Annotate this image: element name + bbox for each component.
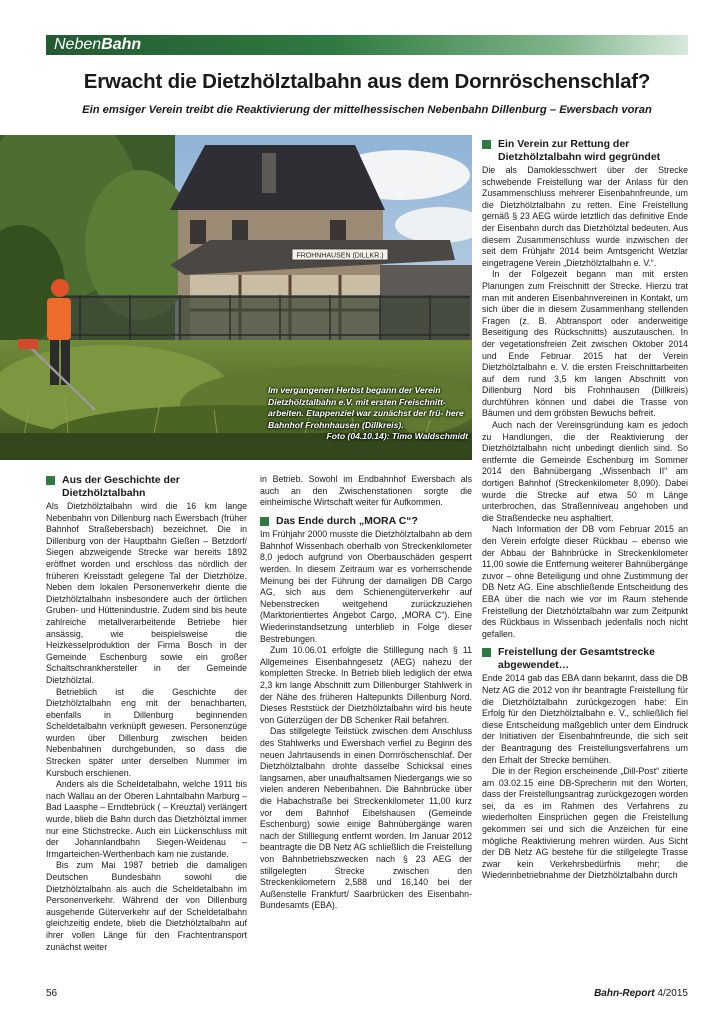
page-number: 56 <box>46 988 58 999</box>
paragraph: Bis zum Mai 1987 betrieb die damaligen Deutschen Bundesbahn sowohl die Dietzhölztalbahn als auch die Scheldetalbahn im Personenverkehr. Während der von Dillenburg ausgehende Güterverkehr auf der Scheldetalbahn gleichzeitig endete, blieb die Dietzhölztalbahn auf ihrer vollen Länge für den Frachtentransport zunächst weiter <box>46 860 247 952</box>
article-column-1 <box>46 474 247 953</box>
paragraph: In der Folgezeit begann man mit ersten Planungen zum Freischnitt der Strecke. Hierzu trat man mit anderen Eisenbahnvereinen in Kontakt, um sich über die in diesem Zusammenhang stellenden Fragen (z. B. Abtransport oder anderweitige Beseitigung des Rückschnitts) auszutauschen. In der vegetationsfreien Zeit zwischen Oktober 2014 und Ende Februar 2015 hat der Verein Dietzhölztalbahn e. V. die ersten Freischnittarbeiten auf dem rund 3,5 km langen Abschnitt von Dillenburg Nord bis Frohnhausen (Dillkreis) durchführen können und dabei die Trasse von Bäumen und dem gröbsten Bewuchs befreit. <box>482 269 688 419</box>
paragraph: Anders als die Scheldetalbahn, welche 1911 bis nach Wallau an der Oberen Lahntalbahn Marburg – Bad Laasphe – Erndtebrück ( – Kreuztal) verlängert wurde, blieb die Bahn durch das Dietzhölztal immer nur eine Stichstrecke. Auch ein Lückenschluss mit der Johannlandbahn Siegen-Weidenau – Irmgarteichen-Werthenbach kam nie zustande. <box>46 779 247 859</box>
section-heading: Das Ende durch „MORA C“? <box>260 515 472 528</box>
paragraph: Nach Information der DB vom Februar 2015 an den Verein erfolgte dieser Rückbau – ebenso wie der Abbau der Bahnbrücke in Streckenkilometer 11,00 sowie die Entfernung weiterer Bahnübergänge zuvor – ohne Beteiligung und ohne Zustimmung der DB Netz AG. Eine abschließende Entscheidung des EBA über die nach wie vor im Raum stehende Freistellung der Dietzhölztalbahn war zum Zeitpunkt des Rückbaus in Wissenbach jedenfalls noch nicht gefallen. <box>482 524 688 639</box>
paragraph: in Betrieb. Sowohl im Endbahnhof Ewersbach als auch an den Zwischenstationen sorgte die einheimische Wirtschaft weiter für Aufkommen. <box>260 474 472 508</box>
article-subheadline: Ein emsiger Verein treibt die Reaktivierung der mittelhessischen Nebenbahn Dillenburg – Ewersbach voran <box>82 104 652 116</box>
article-column-3 <box>482 138 688 882</box>
magazine-issue <box>594 988 688 999</box>
caption-text: Im vergangenen Herbst begann der Verein Dietzhölztalbahn e.V. mit ersten Freischnitt- arbeiten. Etappenziel war zunächst der frü- here Bahnhof Frohnhausen (Dillkreis). <box>268 385 464 430</box>
station-sign: FROHNHAUSEN (DILLKR.) <box>296 252 384 260</box>
paragraph: Im Frühjahr 2000 musste die Dietzhölztalbahn ab dem Bahnhof Wissenbach oberhalb von Streckenkilometer 8,0 jedoch aufgrund von Oberbauschäden gesperrt werden. In diesem Zeitraum war es vorherrschende Meinung bei der Führung der damaligen DB Cargo AG, sich aus dem Schienengüterverkehr auf Nebenstrecken weitgehend zurückzuziehen (Marktorientiertes Angebot Cargo, „MORA C“). Eine Wiederinstandsetzung unterblieb in Folge dieser Bestrebungen. <box>260 529 472 644</box>
paragraph: Das stillgelegte Teilstück zwischen dem Anschluss des Stahlwerks und Ewersbach verfiel zu Beginn des neuen Jahrtausends in einen Dornröschenschlaf. Der Dietzhölztalbahn drohte dasselbe Schicksal eines langsamen, aber unaufhaltsamen Niedergangs wie so vielen anderen Nebenbahnen. Die Bahnbrücke über die Habachstraße bei Streckenkilometer 11,00 kurz vor dem Bahnhof Eibelshausen (Gemeinde Eschenburg) sowie einige Bahnübergänge waren nach der Stilllegung entfernt worden. Im Januar 2012 beantragte die DB Netz AG schließlich die Freistellung von Bahnbetriebszwecken nach § 23 AEG der stillgelegten Strecke zwischen den Streckenkilometern 2,588 und 16,140 bei der Außenstelle Frankfurt/ Saarbrücken des Eisenbahn-Bundesamts (EBA). <box>260 726 472 911</box>
issue-number: 4/2015 <box>657 988 688 999</box>
photo-credit: Foto (04.10.14): Timo Waldschmidt <box>326 431 468 441</box>
section-heading: Freistellung der Gesamtstrecke abgewendet… <box>482 646 688 671</box>
paragraph: Auch nach der Vereinsgründung kam es jedoch zu Handlungen, die der Reaktivierung der Dietzhölztalbahn nicht unbedingt dienlich sind. So entfernte die Gemeinde Eschenburg im Sommer 2014 den Bahnübergang „Wissenbach II“ am dortigen Bahnhof (Streckenkilometer 8,090). Dabei wurde die Strecke auf etwa 50 m Länge unterbrochen, das Straßenniveau angehoben und die Straßendecke neu asphaltiert. <box>482 420 688 523</box>
magazine-name: Bahn-Report <box>594 988 655 999</box>
section-heading: Aus der Geschichte der Dietzhölztalbahn <box>46 474 247 499</box>
paragraph: Als Dietzhölztalbahn wird die 16 km lange Nebenbahn von Dillenburg nach Ewersbach (früher Bahnhof Straßebersbach) bezeichnet. Die in Dillenburg von der Hauptbahn Gießen – Betzdorf/ Siegen abzweigende Strecke war bereits 1892 eröffnet worden und erschloss das nördlich der früheren Kreisstadt gelegene Tal der Dietzhölze. Neben dem lokalen Personenverkehr diente die Dietzhölztalbahn insbesondere auch der örtlichen Gruben- und Hüttenindustrie. Zudem sind bis heute zahlreiche metallverarbeitende Betriebe hier ansässig, wie beispielsweise die Heizkesselproduktion der Firma Bosch in der Gemeinde Eschenburg sowie ein großer Schaltschrankhersteller in der Gemeinde Dietzhölztal. <box>46 501 247 685</box>
paragraph: Die als Damoklesschwert über der Strecke schwebende Freistellung war der Anlass für den Zusammenschluss mehrerer Eisenbahnfreunde, um die Dietzhölztalbahn zu retten. Eine Freistellung gemäß § 23 AEG würde letztlich das definitive Ende der Eisenbahn durch das Dietzhölztal bedeuten. Aus diesem Zusammenschluss wurde inzwischen der seit dem Frühjahr 2014 beim Amtsgericht Wetzlar eingetragene Verein „Dietzhölztalbahn e. V.“. <box>482 165 688 268</box>
article-headline: Erwacht die Dietzhölztalbahn aus dem Dornröschenschlaf? <box>83 70 651 93</box>
section-heading: Ein Verein zur Rettung der Dietzhölztalbahn wird gegründet <box>482 138 688 163</box>
paragraph: Ende 2014 gab das EBA dann bekannt, dass die DB Netz AG die 2012 von ihr beantragte Freistellung für die Dietzhölztalbahn zurückgezogen habe: Ein Erfolg für den Dietzhölztalbahn e. V., schließlich fiel diese Entscheidung maßgeblich unter dem Eindruck der Initiativen der Eisenbahnfreunde, die sich seit der Beantragung des Freistellungsverfahrens um den Erhalt der Strecke bemühen. <box>482 673 688 765</box>
paragraph: Betrieblich ist die Geschichte der Dietzhölztalbahn eng mit der benachbarten, ebenfalls in Dillenburg beginnenden Scheldetalbahn verknüpft gewesen. Personenzüge wurden über Dillenburg zwischen beiden Nebenbahnen durchgebunden, so dass die Strecken später unter derselben Nummer im Kursbuch erschienen. <box>46 686 247 778</box>
section-banner <box>46 35 688 55</box>
photo-caption <box>268 385 468 443</box>
paragraph: Zum 10.06.01 erfolgte die Stilllegung nach § 11 Allgemeines Eisenbahngesetz (AEG) nahezu der kompletten Strecke. In Betrieb blieb lediglich der etwa 2,3 km lange Abschnitt zum Dillenburger Stahlwerk in der Nähe des früheren Haltepunkts Dillenburg Nord. Dieses Reststück der Dietzhölztalbahn wird bis heute von Güterzügen der DB Schenker Rail befahren. <box>260 645 472 725</box>
article-column-2 <box>260 474 472 912</box>
section-label: NebenBahn <box>54 36 142 53</box>
paragraph: Die in der Region erscheinende „Dill-Post“ zitierte am 03.02.15 eine DB-Sprecherin mit den Worten, dass der Freistellungsantrag zurückgezogen worden sei, da es im Rahmen des Verfahrens zu wiederholten Einsprüchen gegen die Freistellung gekommen sei und sich die Anzeichen für eine mögliche Reaktivierung mehren würden. Aus Sicht der DB Netz AG bestehe für die stillgelegte Trasse zwar kein Verkehrsbedürfnis mehr; die Wiederinbetriebnahme der Dietzhölztalbahn durch <box>482 766 688 881</box>
